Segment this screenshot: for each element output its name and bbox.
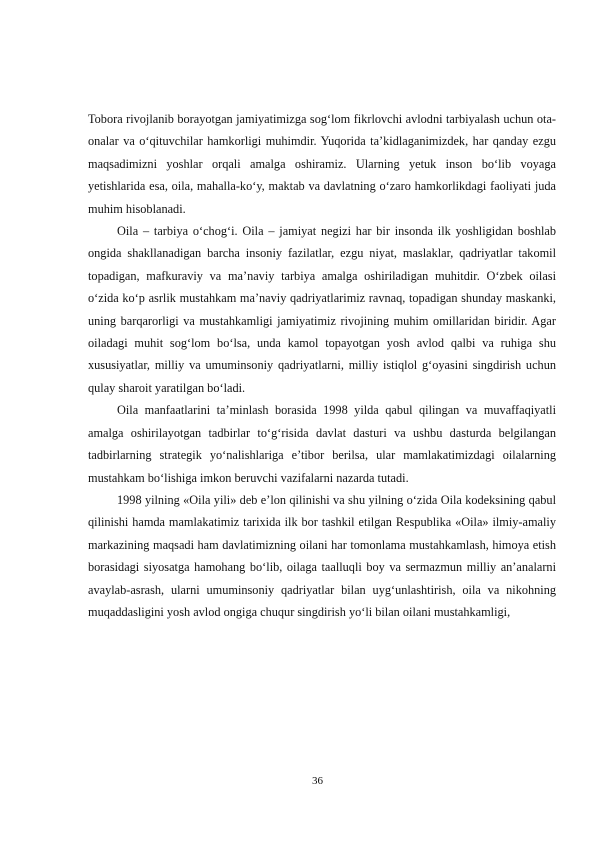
paragraph-1: Tobora rivojlanib borayotgan jamiyatimizga sog‘lom fikrlovchi avlodni tarbiyalash uchun ota-onalar va o‘qituvchilar hamkorligi muhimdir. Yuqorida ta’kidlaganimizdek, har qanday ezgu maqsadimizni yoshlar orqali amalga oshiramiz. Ularning yetuk inson bo‘lib voyaga yetishlarida esa, oila, mahalla-ko‘y, maktab va davlatning o‘zaro hamkorlikdagi faoliyati juda muhim hisoblanadi. [88,112,556,216]
paragraph-3: Oila manfaatlarini ta’minlash borasida 1998 yilda qabul qilingan va muvaffaqiyatli amalga oshirilayotgan tadbirlar to‘g‘risida davlat dasturi va ushbu dasturda belgilangan tadbirlarning strategik yo‘nalishlariga e’tibor berilsa, ular mamlakatimizdagi oilalarning mustahkam bo‘lishiga imkon beruvchi vazifalarni nazarda tutadi. [88,403,556,485]
page-number: 36 [312,775,323,787]
body-text [88,108,556,623]
paragraph-2: Oila – tarbiya o‘chog‘i. Oila – jamiyat negizi har bir insonda ilk yoshligidan boshlab ongida shakllanadigan barcha insoniy fazilatlar, ezgu niyat, maslaklar, qadriyatlar takomil topadigan, mafkuraviy va ma’naviy tarbiya amalga oshiriladigan muhitdir. O‘zbek oilasi o‘zida ko‘p asrlik mustahkam ma’naviy qadriyatlarimiz ravnaq, topadigan shunday maskanki, uning barqarorligi va mustahkamligi jamiyatimiz rivojining muhim omillaridan biridir. Agar oiladagi muhit sog‘lom bo‘lsa, unda kamol topayotgan yosh avlod qalbi va ruhiga shu xususiyatlar, milliy va umuminsoniy qadriyatlarni, milliy istiqlol g‘oyasini singdirish uchun qulay sharoit yaratilgan bo‘ladi. [88,224,556,395]
paragraph-4: 1998 yilning «Oila yili» deb e’lon qilinishi va shu yilning o‘zida Oila kodeksining qabul qilinishi hamda mamlakatimiz tarixida ilk bor tashkil etilgan Respublika «Oila» ilmiy-amaliy markazining maqsadi ham davlatimizning oilani har tomonlama mustahkamlash, himoya etish borasidagi siyosatga hamohang bo‘lib, oilaga taalluqli boy va sermazmun milliy an’analarni avaylab-asrash, ularni umuminsoniy qadriyatlar bilan uyg‘unlashtirish, oila va nikohning muqaddasligini yosh avlod ongiga chuqur singdirish yo‘li bilan oilani mustahkamligi, [88,492,556,619]
